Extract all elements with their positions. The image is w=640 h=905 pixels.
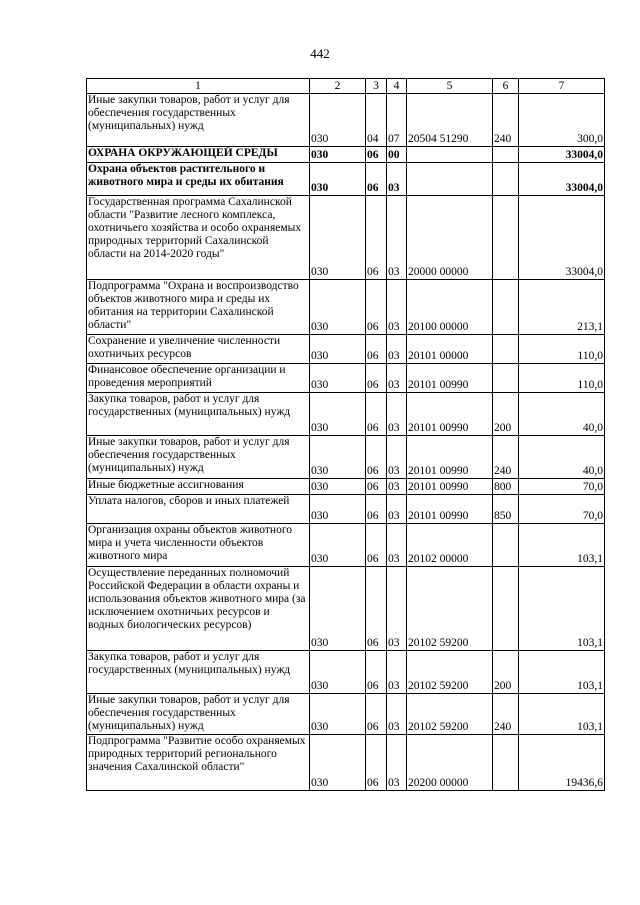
row-name-cell: Иные закупки товаров, работ и услуг для обеспечения государственных (муниципальных) нужд — [87, 436, 310, 479]
table-row — [87, 393, 605, 436]
code-cell: 06 — [366, 163, 387, 196]
code-cell: 030 — [310, 147, 366, 163]
row-name-cell: Финансовое обеспечение организации и проведения мероприятий — [87, 364, 310, 393]
code-cell: 030 — [310, 651, 366, 694]
code-cell: 030 — [310, 479, 366, 495]
header-cell: 4 — [387, 79, 407, 94]
code-cell: 06 — [366, 436, 387, 479]
code-cell: 06 — [366, 567, 387, 651]
code-cell: 20102 59200 — [407, 694, 493, 735]
table-row — [87, 735, 605, 791]
code-cell: 030 — [310, 393, 366, 436]
table-row — [87, 436, 605, 479]
code-cell: 030 — [310, 335, 366, 364]
code-cell: 20200 00000 — [407, 735, 493, 791]
table-row — [87, 524, 605, 567]
code-cell: 00 — [387, 147, 407, 163]
code-cell: 04 — [366, 94, 387, 147]
code-cell: 06 — [366, 651, 387, 694]
code-cell: 06 — [366, 393, 387, 436]
code-cell — [493, 163, 519, 196]
amount-cell: 40,0 — [519, 436, 605, 479]
row-name-cell: Уплата налогов, сборов и иных платежей — [87, 495, 310, 524]
code-cell: 850 — [493, 495, 519, 524]
code-cell: 030 — [310, 524, 366, 567]
header-cell: 1 — [87, 79, 310, 94]
page-number: 442 — [310, 46, 330, 61]
amount-cell: 110,0 — [519, 364, 605, 393]
amount-cell: 103,1 — [519, 651, 605, 694]
code-cell: 03 — [387, 651, 407, 694]
code-cell: 03 — [387, 196, 407, 280]
table-header-row — [87, 79, 605, 94]
code-cell: 20102 59200 — [407, 651, 493, 694]
row-name-cell: ОХРАНА ОКРУЖАЮЩЕЙ СРЕДЫ — [87, 147, 310, 163]
code-cell — [493, 335, 519, 364]
code-cell: 030 — [310, 94, 366, 147]
code-cell: 800 — [493, 479, 519, 495]
amount-cell: 103,1 — [519, 694, 605, 735]
code-cell — [493, 364, 519, 393]
code-cell: 03 — [387, 524, 407, 567]
header-cell: 7 — [519, 79, 605, 94]
code-cell: 240 — [493, 94, 519, 147]
code-cell: 03 — [387, 495, 407, 524]
row-name-cell: Закупка товаров, работ и услуг для государственных (муниципальных) нужд — [87, 651, 310, 694]
code-cell: 03 — [387, 735, 407, 791]
row-name-cell: Подпрограмма "Развитие особо охраняемых природных территорий регионального значения Сахалинской области" — [87, 735, 310, 791]
code-cell — [493, 147, 519, 163]
amount-cell: 40,0 — [519, 393, 605, 436]
code-cell: 20101 00000 — [407, 335, 493, 364]
amount-cell: 103,1 — [519, 567, 605, 651]
code-cell: 03 — [387, 479, 407, 495]
code-cell: 03 — [387, 280, 407, 335]
table-row — [87, 567, 605, 651]
code-cell: 03 — [387, 364, 407, 393]
code-cell: 030 — [310, 735, 366, 791]
code-cell: 06 — [366, 147, 387, 163]
code-cell — [493, 196, 519, 280]
table-row — [87, 335, 605, 364]
code-cell: 06 — [366, 495, 387, 524]
amount-cell: 213,1 — [519, 280, 605, 335]
code-cell: 030 — [310, 567, 366, 651]
amount-cell: 33004,0 — [519, 163, 605, 196]
table-row — [87, 479, 605, 495]
code-cell: 030 — [310, 364, 366, 393]
code-cell: 20000 00000 — [407, 196, 493, 280]
code-cell: 030 — [310, 196, 366, 280]
row-name-cell: Подпрограмма "Охрана и воспроизводство объектов животного мира и среды их обитания на территории Сахалинской области" — [87, 280, 310, 335]
code-cell: 06 — [366, 335, 387, 364]
budget-table — [86, 78, 605, 791]
code-cell: 200 — [493, 651, 519, 694]
code-cell — [493, 280, 519, 335]
code-cell: 06 — [366, 694, 387, 735]
table-row — [87, 94, 605, 147]
code-cell: 03 — [387, 436, 407, 479]
code-cell: 06 — [366, 479, 387, 495]
row-name-cell: Государственная программа Сахалинской области "Развитие лесного комплекса, охотничьего хозяйства и особо охраняемых природных территорий Сахалинской области на 2014-2020 годы" — [87, 196, 310, 280]
code-cell: 03 — [387, 567, 407, 651]
header-cell: 3 — [366, 79, 387, 94]
code-cell: 030 — [310, 280, 366, 335]
row-name-cell: Иные закупки товаров, работ и услуг для обеспечения государственных (муниципальных) нужд — [87, 94, 310, 147]
code-cell: 240 — [493, 436, 519, 479]
code-cell: 240 — [493, 694, 519, 735]
code-cell: 03 — [387, 335, 407, 364]
code-cell: 06 — [366, 735, 387, 791]
code-cell: 20101 00990 — [407, 364, 493, 393]
header-cell: 5 — [407, 79, 493, 94]
code-cell: 20101 00990 — [407, 495, 493, 524]
table-row — [87, 495, 605, 524]
row-name-cell: Сохранение и увеличение численности охотничьих ресурсов — [87, 335, 310, 364]
code-cell — [493, 524, 519, 567]
code-cell: 030 — [310, 436, 366, 479]
row-name-cell: Иные закупки товаров, работ и услуг для обеспечения государственных (муниципальных) нужд — [87, 694, 310, 735]
header-cell: 2 — [310, 79, 366, 94]
table-row — [87, 694, 605, 735]
code-cell: 030 — [310, 495, 366, 524]
code-cell: 03 — [387, 163, 407, 196]
amount-cell: 70,0 — [519, 479, 605, 495]
row-name-cell: Организация охраны объектов животного мира и учета численности объектов животного мира — [87, 524, 310, 567]
table-row — [87, 280, 605, 335]
code-cell: 06 — [366, 280, 387, 335]
amount-cell: 110,0 — [519, 335, 605, 364]
code-cell: 03 — [387, 393, 407, 436]
code-cell: 20102 00000 — [407, 524, 493, 567]
code-cell: 06 — [366, 524, 387, 567]
amount-cell: 103,1 — [519, 524, 605, 567]
code-cell — [407, 163, 493, 196]
code-cell: 20504 51290 — [407, 94, 493, 147]
amount-cell: 300,0 — [519, 94, 605, 147]
table-row — [87, 651, 605, 694]
amount-cell: 70,0 — [519, 495, 605, 524]
amount-cell: 33004,0 — [519, 196, 605, 280]
code-cell: 20101 00990 — [407, 479, 493, 495]
code-cell: 20101 00990 — [407, 436, 493, 479]
row-name-cell: Закупка товаров, работ и услуг для государственных (муниципальных) нужд — [87, 393, 310, 436]
code-cell: 030 — [310, 163, 366, 196]
code-cell: 03 — [387, 694, 407, 735]
code-cell: 20101 00990 — [407, 393, 493, 436]
code-cell: 20100 00000 — [407, 280, 493, 335]
table-row — [87, 163, 605, 196]
code-cell: 06 — [366, 364, 387, 393]
header-cell: 6 — [493, 79, 519, 94]
code-cell — [407, 147, 493, 163]
code-cell — [493, 567, 519, 651]
row-name-cell: Охрана объектов растительного и животного мира и среды их обитания — [87, 163, 310, 196]
code-cell: 06 — [366, 196, 387, 280]
code-cell: 07 — [387, 94, 407, 147]
amount-cell: 19436,6 — [519, 735, 605, 791]
amount-cell: 33004,0 — [519, 147, 605, 163]
code-cell — [493, 735, 519, 791]
table-row — [87, 196, 605, 280]
row-name-cell: Иные бюджетные ассигнования — [87, 479, 310, 495]
code-cell: 20102 59200 — [407, 567, 493, 651]
row-name-cell: Осуществление переданных полномочий Российской Федерации в области охраны и использования объектов животного мира (за исключением охотничьих ресурсов и водных биологических ресурсов) — [87, 567, 310, 651]
table-row — [87, 364, 605, 393]
table-row — [87, 147, 605, 163]
code-cell: 030 — [310, 694, 366, 735]
code-cell: 200 — [493, 393, 519, 436]
